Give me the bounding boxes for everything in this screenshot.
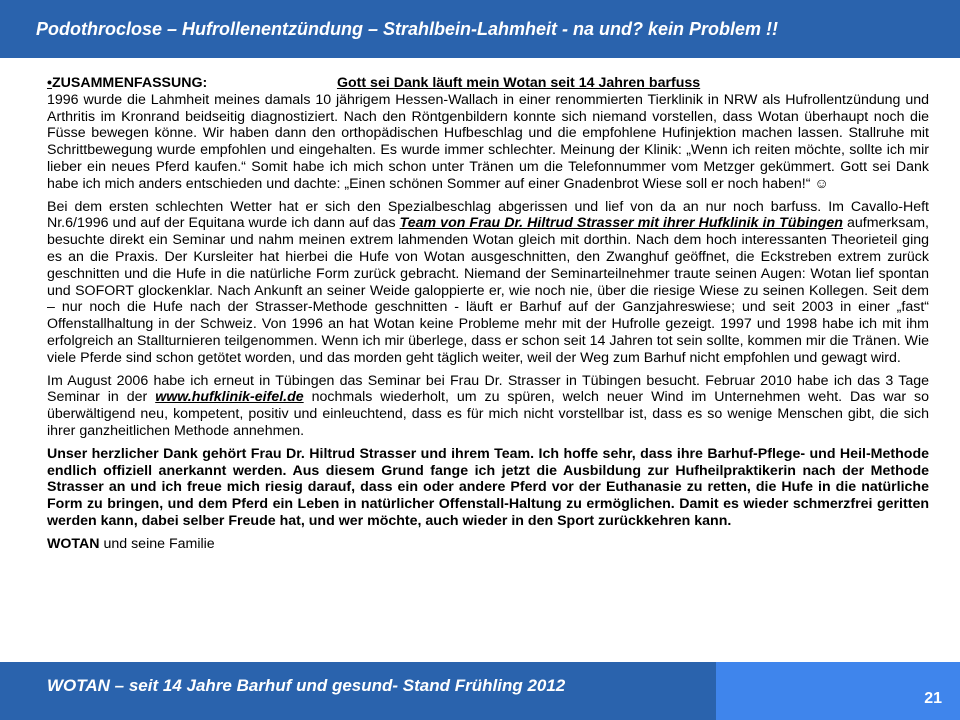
summary-subtitle: Gott sei Dank läuft mein Wotan seit 14 Jahren barfuss bbox=[336, 75, 701, 91]
signature bbox=[47, 536, 929, 553]
signature-rest: und seine Familie bbox=[99, 535, 215, 552]
page-number: 21 bbox=[924, 690, 942, 707]
strasser-team-highlight: Team von Frau Dr. Hiltrud Strasser mit ihrer Hufklinik in Tübingen bbox=[399, 215, 843, 232]
text-span: nochmals wiederholt, um zu spüren, welch neuer Wind im Unternehmen weht. Das war so überwältigend neu, kompetent, positiv und einleuchtend, dass es für mich nicht vorstellbar ist, dass es so wenige Menschen gibt, die sich ihrer ganzheitlichen Methode annehmen. bbox=[47, 389, 929, 439]
page-number-box bbox=[716, 662, 960, 720]
summary-heading bbox=[47, 75, 929, 92]
text-span: aufmerksam, besuchte direkt ein Seminar und nahm meinen extrem lahmenden Wotan gleich mit dorthin. Nach dem hoch interessanten Theorieteil ging es an die Praxis. Der Kursleiter hat hierbei die Hufe von Wotan ausgeschnitten, den Zwanghuf geöffnet, die Eckstreben extrem zurück geschnitten und die Hufe in die natürliche Form zurück gebracht. Niemand der Seminarteilnehmer traute seinen Augen: Wotan lief spontan und SOFORT glockenklar. Nach Ankunft an seiner Weide galoppierte er, wie noch nie, über die riesige Wiese zu seinen Kollegen. Seit dem – nur noch die Hufe nach der Strasser-Methode geschnitten - läuft er Barhuf auf der Ganzjahreswiese; und seit 2003 in einer „fast“ Offenstallhaltung in der Schweiz. Von 1996 an hat Wotan keine Probleme mehr mit der Hufrolle gezeigt. 1997 und 1998 habe ich mit ihm erfolgreich an Stallturnieren teilgenommen. Wenn ich mir überlege, dass er schon seit 14 Jahren tot sein sollte, kommen mir die Tränen. Wie viele Pferde sind schon getötet worden, und das morden geht täglich weiter, weil der Weg zum Barhuf nicht empfohlen und gewagt wird. bbox=[47, 215, 930, 366]
content-area bbox=[47, 75, 929, 553]
bullet: • bbox=[47, 75, 52, 91]
footer-title: WOTAN – seit 14 Jahre Barhuf und gesund- Stand Frühling 2012 bbox=[47, 676, 566, 695]
signature-name: WOTAN bbox=[47, 535, 100, 552]
paragraph-seminar bbox=[47, 373, 929, 440]
text-span: Bei dem ersten schlechten Wetter hat er sich den Spezialbeschlag abgerissen und lief von da an nur noch barfuss. Im Cavallo-Heft Nr.6/1996 und auf der Equitana wurde ich dann auf das bbox=[47, 198, 929, 232]
paragraph-thanks: Unser herzlicher Dank gehört Frau Dr. Hiltrud Strasser und ihrem Team. Ich hoffe sehr, dass ihre Barhuf-Pflege- und Heil-Methode endlich offiziell anerkannt werden. Aus diesem Grund fange ich jetzt die Ausbildung zur Hufheilpraktikerin nach der Methode Strasser an und ich freue mich riesig darauf, dass ein oder andere Pferd vor der Euthanasie zu retten, die Hufe in die natürliche Form zu bringen, und dem Pferd ein Leben in natürlicher Offenstall-Haltung zu ermöglichen. Damit es wieder schmerzfrei geritten werden kann, dabei selber Freude hat, und wer möchte, auch wieder in den Sport zurückkehren kann. bbox=[47, 445, 929, 529]
paragraph-strasser bbox=[47, 199, 929, 367]
summary-label: ZUSAMMENFASSUNG: bbox=[51, 75, 208, 91]
footer-bar bbox=[0, 662, 960, 720]
paragraph-history: 1996 wurde die Lahmheit meines damals 10 jährigem Hessen-Wallach in einer renommierten Tierklinik in NRW als Hufrollentzündung und Arthritis im Kronrand beidseitig diagnostiziert. Nach den Röntgenbildern konnte sich niemand vorstellen, dass Wotan überhaupt noch die Füsse bewegen könne. Wir haben dann den orthopädischen Hufbeschlag und die empfohlene Hufinjektion machen lassen. Stallruhe mit Schrittbewegung wurde empfohlen und eingehalten. Es wurde immer schlechter. Meinung der Klinik: „Wenn ich reiten möchte, sollte ich mir lieber ein neues Pferd kaufen.“ Somit habe ich mich schon unter Tränen um die Telefonnummer vom Metzger gekümmert. Gott sei Dank habe ich mich anders entschieden und dachte: „Einen schönen Sommer auf einer Gnadenbrot Wiese soll er noch haben!“ ☺ bbox=[47, 91, 929, 192]
text-span: Im August 2006 habe ich erneut in Tübingen das Seminar bei Frau Dr. Strasser in Tübingen besucht. Februar 2010 habe ich das 3 Tage Seminar in der bbox=[47, 372, 929, 406]
header-bar bbox=[0, 0, 960, 58]
page-title: Podothroclose – Hufrollenentzündung – Strahlbein-Lahmheit - na und? kein Problem !! bbox=[36, 19, 779, 39]
hufklinik-link[interactable]: www.hufklinik-eifel.de bbox=[155, 389, 304, 406]
